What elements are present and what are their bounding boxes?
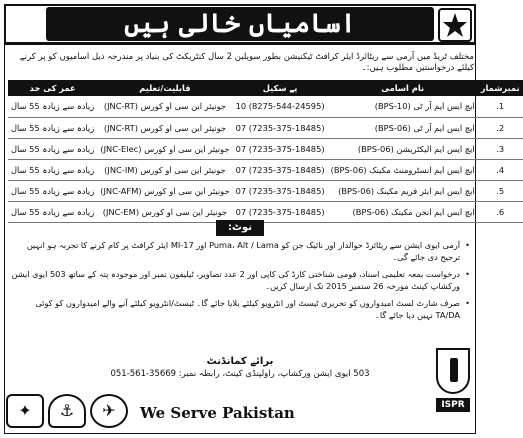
row-qualification: جونیئر این سی او کورس (JNC-IM) (97, 159, 232, 180)
row-age: زیادہ سے زیادہ 55 سال (8, 159, 97, 180)
row-age: زیادہ سے زیادہ 55 سال (8, 96, 97, 117)
table-header-row (8, 80, 523, 96)
row-scale: 07 (7235-375-18485) (233, 159, 328, 180)
footer (0, 388, 480, 438)
header (4, 4, 476, 44)
signature-address: 503 ایوی ایشن ورکشاپ، راولپنڈی کینٹ، رابطہ نمبر: 051-561-35669 (110, 369, 370, 379)
row-qualification: جونیئر این سی او کورس (JNC-Elec) (97, 138, 232, 159)
row-serial: 5. (478, 180, 523, 201)
notes-title: نوٹ: (216, 220, 264, 236)
col-post: نام اسامی (328, 80, 478, 96)
table-row (8, 96, 523, 117)
row-scale: 07 (7235-375-18485) (233, 117, 328, 138)
row-qualification: جونیئر این سی او کورس (JNC-EM) (97, 201, 232, 222)
table-row (8, 201, 523, 222)
row-scale: 07 (7235-375-18485) (233, 138, 328, 159)
row-serial: 2. (478, 117, 523, 138)
row-scale: 10 (8275-544-24595) (233, 96, 328, 117)
row-age: زیادہ سے زیادہ 55 سال (8, 180, 97, 201)
row-serial: 3. (478, 138, 523, 159)
ispr-logo (436, 348, 470, 418)
table-row (8, 159, 523, 180)
row-qualification: جونیئر این سی او کورس (JNC-RT) (97, 96, 232, 117)
airforce-emblem-icon: ✈ (90, 394, 128, 428)
phone-number: 051-561-35669 (110, 369, 177, 379)
row-age: زیادہ سے زیادہ 55 سال (8, 117, 97, 138)
row-post: ایچ ایس ایم آر ٹی (BPS-10) (328, 96, 478, 117)
row-qualification: جونیئر این سی او کورس (JNC-AFM) (97, 180, 232, 201)
row-serial: 6. (478, 201, 523, 222)
army-emblem-icon: ✦ (6, 394, 44, 428)
row-serial: 4. (478, 159, 523, 180)
row-scale: 07 (7235-375-18485) (233, 180, 328, 201)
row-post: ایچ ایس ایم انجن مکینک (BPS-06) (328, 201, 478, 222)
row-scale: 07 (7235-375-18485) (233, 201, 328, 222)
notes-list (10, 240, 470, 327)
navy-emblem-icon: ⚓ (48, 394, 86, 428)
note-item: • آرمی ایوی ایشن سے ریٹائرڈ حوالدار اور نائیک جن کو Puma، Alt / Lama اور MI-17 ایئر کرافٹ پر کام کرنے کا تجربہ ہو انہیں ترجیح دی جائے گی۔ (10, 240, 470, 263)
row-post: ایچ ایس ایم انسٹرومنٹ مکینک (BPS-06) (328, 159, 478, 180)
note-item: • صرف شارٹ لسٹ امیدواروں کو تحریری ٹیسٹ اور انٹرویو کیلئے بلایا جائے گا۔ ٹیسٹ/انٹرویو کیلئے آنے والے امیدواروں کو کوئی TA/DA نہیں دیا جائے گا۔ (10, 298, 470, 321)
table-row (8, 180, 523, 201)
page-title: اسامیاں خالی ہیں (46, 7, 434, 41)
row-post: ایچ ایس ایم آر ٹی (BPS-06) (328, 117, 478, 138)
ispr-shield-icon (436, 348, 470, 394)
row-post: ایچ ایس ایم الیکٹریشن (BPS-06) (328, 138, 478, 159)
signature-label: برائے کمانڈنٹ (206, 356, 274, 367)
signature-block (100, 356, 380, 380)
col-qualification: قابلیت/تعلیم (97, 80, 232, 96)
ispr-label: ISPR (436, 398, 470, 412)
intro-text: مختلف ٹریڈ میں آرمی سے ریٹائرڈ ایئر کرافٹ ٹیکنیشن بطور سویلین 2 سال کنٹریکٹ کی بنیاد پر مندرجہ ذیل اسامیوں کو پر کرنے کیلئے درخواستیں مطلوب ہیں:۔ (19, 52, 474, 73)
col-age: عمر کی حد (8, 80, 97, 96)
row-age: زیادہ سے زیادہ 55 سال (8, 201, 97, 222)
table-row (8, 117, 523, 138)
vacancy-table (8, 80, 523, 223)
row-age: زیادہ سے زیادہ 55 سال (8, 138, 97, 159)
col-serial: نمبرشمار (478, 80, 523, 96)
row-post: ایچ ایس ایم ایئر فریم مکینک (BPS-06) (328, 180, 478, 201)
row-qualification: جونیئر این سی او کورس (JNC-RT) (97, 117, 232, 138)
note-item: • درخواست بمعہ تعلیمی اسناد، قومی شناختی کارڈ کی کاپی اور 2 عدد تصاویر، ٹیلیفون نمبر اور موجودہ پتہ کے ساتھ 503 ایوی ایشن ورکشاپ کینٹ مورخہ 26 ستمبر 2015 تک ارسال کریں۔ (10, 269, 470, 292)
table-row (8, 138, 523, 159)
row-serial: 1. (478, 96, 523, 117)
slogan: We Serve Pakistan (140, 404, 295, 422)
col-scale: پے سکیل (233, 80, 328, 96)
army-crest-icon (438, 8, 472, 42)
